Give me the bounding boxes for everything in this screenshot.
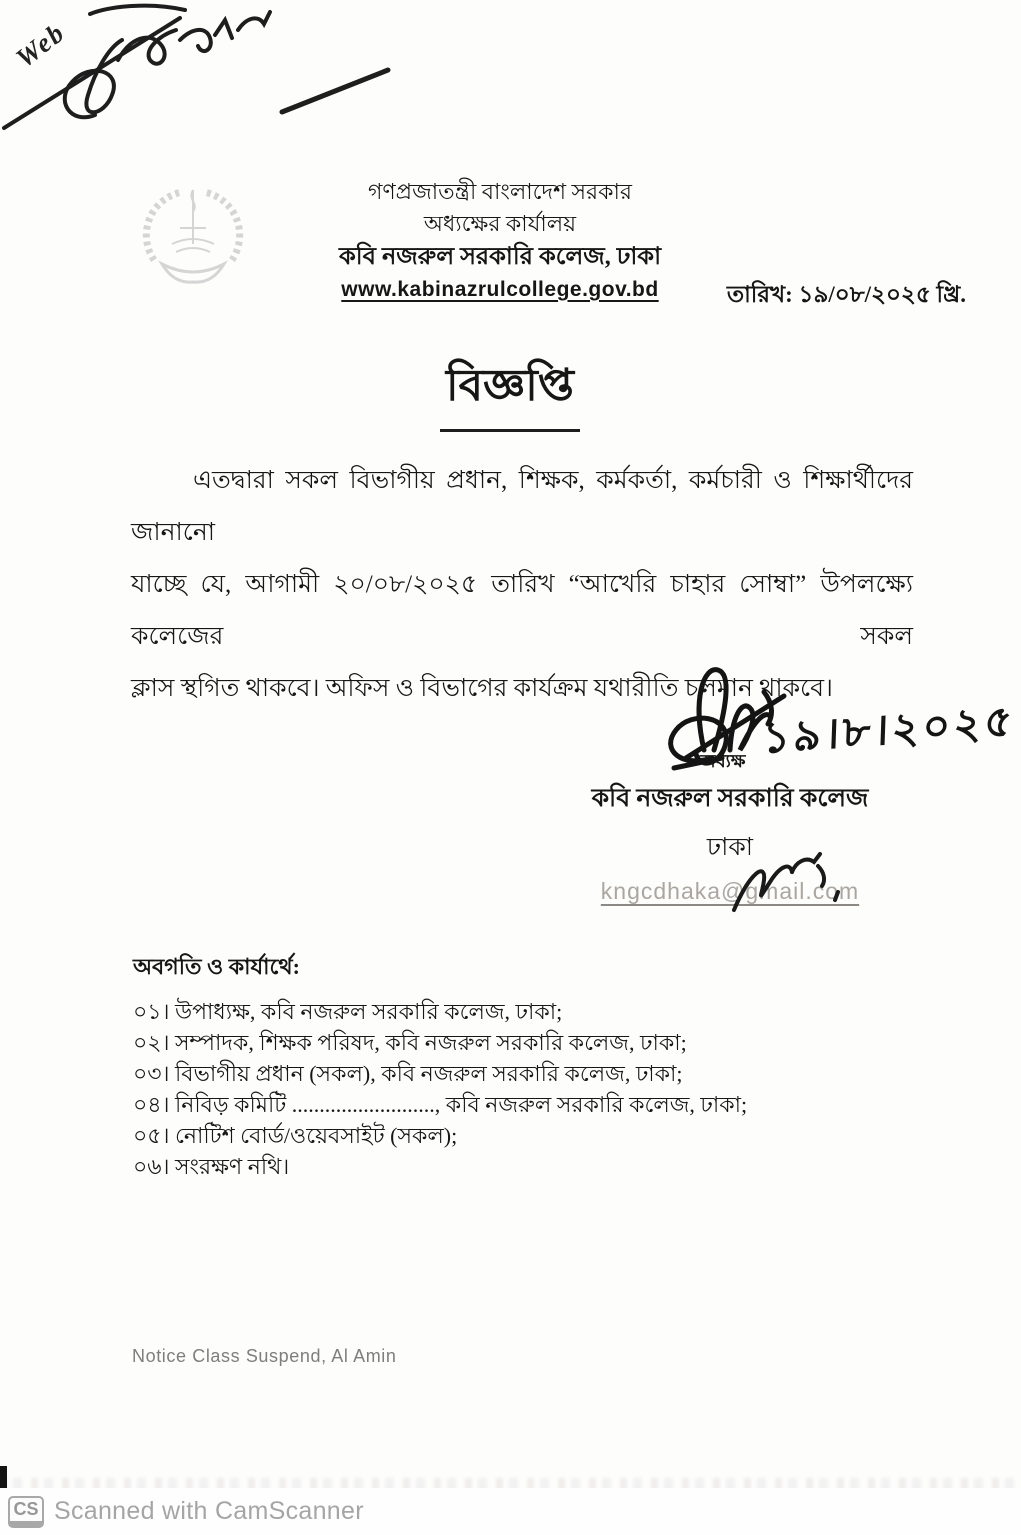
camscanner-watermark — [0, 1488, 1021, 1535]
distribution-item-6: ০৬। সংরক্ষণ নথি। — [133, 1154, 290, 1179]
distribution-item-1: ০১। উপাধ্যক্ষ, কবি নজরুল সরকারি কলেজ, ঢাকা; — [133, 999, 563, 1024]
handwritten-date: ১৯।৮।২০২৫ — [761, 698, 1016, 763]
distribution-list — [133, 950, 747, 1182]
signature-scrawl-icon — [0, 0, 420, 150]
government-line: গণপ্রজাতন্ত্রী বাংলাদেশ সরকার — [367, 179, 633, 204]
secondary-signature-icon — [722, 852, 852, 914]
body-line-2: যাচ্ছে যে, আগামী ২০/০৮/২০২৫ তারিখ “আখেরি চাহার সোম্বা” উপলক্ষ্যে কলেজের সকল — [131, 571, 913, 650]
distribution-heading: অবগতি ও কার্যার্থে: — [133, 954, 300, 979]
signatory-email: kngcdhaka@gmail.com — [600, 878, 860, 904]
body-line-3: ক্লাস স্থগিত থাকবে। অফিস ও বিভাগের কার্যক্রম যথারীতি চলমান থাকবে। — [131, 675, 833, 702]
office-line: অধ্যক্ষের কার্যালয় — [423, 210, 577, 236]
camscanner-logo-icon: CS — [8, 1496, 44, 1528]
handwritten-web-annotation — [0, 0, 420, 150]
camscanner-label: Scanned with CamScanner — [54, 1497, 364, 1525]
notice-title: বিজ্ঞপ্তি — [440, 352, 580, 432]
distribution-item-3: ০৩। বিভাগীয় প্রধান (সকল), কবি নজরুল সরকারি কলেজ, ঢাকা; — [133, 1061, 683, 1086]
college-name-line: কবি নজরুল সরকারি কলেজ, ঢাকা — [338, 243, 662, 270]
website-url: www.kabinazrulcollege.gov.bd — [341, 277, 659, 301]
web-note-text: Web — [10, 16, 71, 74]
signatory-college: কবি নজরুল সরকারি কলেজ — [591, 785, 869, 812]
file-reference-note: Notice Class Suspend, Al Amin — [132, 1346, 397, 1366]
notice-title-wrap — [0, 352, 1000, 432]
distribution-item-4: ০৪। নিবিড় কমিটি .........................., কবি নজরুল সরকারি কলেজ, ঢাকা; — [133, 1092, 748, 1117]
body-line-1: এতদ্বারা সকল বিভাগীয় প্রধান, শিক্ষক, কর্মকর্তা, কর্মচারী ও শিক্ষার্থীদের জানানো — [131, 467, 913, 546]
issue-date: তারিখ: ১৯/০৮/২০২৫ খ্রি. — [726, 282, 966, 307]
distribution-item-2: ০২। সম্পাদক, শিক্ষক পরিষদ, কবি নজরুল সরকারি কলেজ, ঢাকা; — [133, 1030, 687, 1055]
distribution-items — [133, 996, 747, 1182]
signatory-city: ঢাকা — [706, 834, 754, 861]
principal-designation: অধ্যক্ষ — [700, 751, 746, 771]
distribution-item-5: ০৫। নোটিশ বোর্ড/ওয়েবসাইট (সকল); — [133, 1123, 458, 1148]
